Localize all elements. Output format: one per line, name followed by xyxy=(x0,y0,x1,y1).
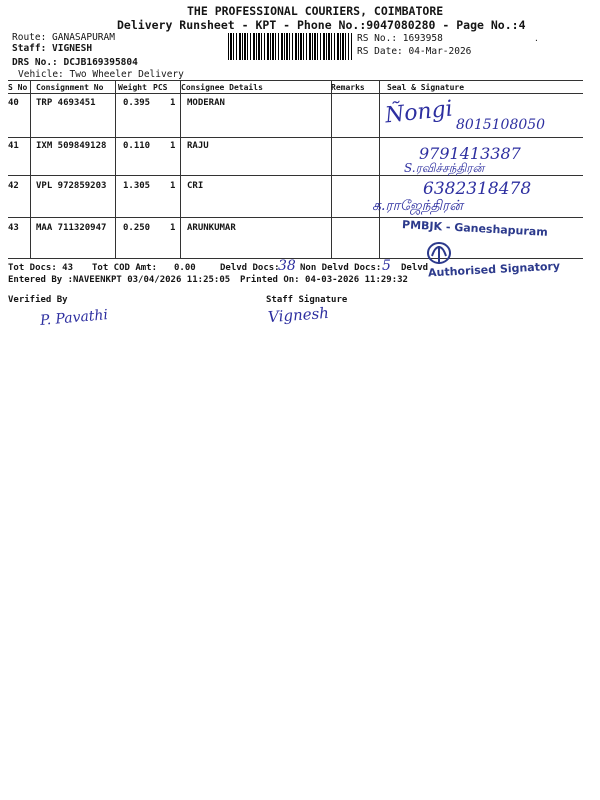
row-weight: 0.395 xyxy=(123,98,151,108)
non-delivered-label: Non Delvd Docs: xyxy=(300,263,382,273)
col-header-sno: S No xyxy=(8,83,28,92)
delivered-docs-label: Delvd Docs: xyxy=(220,263,280,273)
col-divider xyxy=(331,80,332,258)
route: Route: GANASAPURAM xyxy=(12,32,115,43)
rs-date: RS Date: 04-Mar-2026 xyxy=(357,46,472,57)
row-consignment: TRP 4693451 xyxy=(36,98,96,108)
row-sno: 43 xyxy=(8,223,19,233)
col-header-consignee: Consignee Details xyxy=(181,83,263,92)
entered-by: Entered By :NAVEENKPT 03/04/2026 11:25:05 xyxy=(8,275,231,285)
vehicle: Vehicle: Two Wheeler Delivery xyxy=(18,69,184,80)
non-delivered-value: 5 xyxy=(382,258,391,274)
staff-signature-label: Staff Signature xyxy=(266,295,348,305)
row-phone: 6382318478 xyxy=(423,179,532,199)
drs-number: DRS No.: DCJB169395804 xyxy=(12,57,138,68)
row-consignee: ARUNKUMAR xyxy=(187,223,236,233)
total-cod-value: 0.00 xyxy=(174,263,196,273)
row-consignee: CRI xyxy=(187,181,204,191)
row-weight: 0.110 xyxy=(123,141,151,151)
row-phone: 8015108050 xyxy=(456,117,546,133)
row-pcs: 1 xyxy=(170,98,176,108)
row-consignment: MAA 711320947 xyxy=(36,223,107,233)
mark-dot: . xyxy=(534,34,539,43)
staff-signature: Vignesh xyxy=(267,303,330,327)
stamp-office: PMBJK - Ganeshapuram xyxy=(401,218,549,239)
delivered-docs-value: 38 xyxy=(278,258,296,274)
row-consignment: VPL 972859203 xyxy=(36,181,107,191)
row-weight: 1.305 xyxy=(123,181,151,191)
row-consignee: RAJU xyxy=(187,141,209,151)
row-divider xyxy=(8,175,583,176)
row-sno: 42 xyxy=(8,181,19,191)
row-phone: 9791413387 xyxy=(419,144,521,163)
barcode xyxy=(228,33,352,60)
col-header-seal: Seal & Signature xyxy=(387,83,465,92)
stamp-emblem-icon xyxy=(424,240,454,268)
staff: Staff: VIGNESH xyxy=(12,43,93,54)
row-sno: 40 xyxy=(8,98,19,108)
row-signature: Ñongi xyxy=(383,96,454,129)
row-signature: S.ரவிச்சந்திரன் xyxy=(404,161,485,175)
col-divider xyxy=(180,80,181,258)
table-header-border xyxy=(8,93,583,94)
row-consignment: IXM 509849128 xyxy=(36,141,107,151)
company-name: THE PROFESSIONAL COURIERS, COIMBATORE xyxy=(187,4,444,18)
col-header-remarks: Remarks xyxy=(331,83,365,92)
row-pcs: 1 xyxy=(170,141,176,151)
row-sno: 41 xyxy=(8,141,19,151)
col-divider xyxy=(30,80,31,258)
row-consignee: MODERAN xyxy=(187,98,225,108)
col-divider xyxy=(115,80,116,258)
col-header-weight: Weight xyxy=(118,83,147,92)
row-pcs: 1 xyxy=(170,181,176,191)
total-cod-label: Tot COD Amt: xyxy=(92,263,158,273)
total-docs: Tot Docs: 43 xyxy=(8,263,74,273)
stamp-authorised: Authorised Signatory xyxy=(427,259,561,280)
row-divider xyxy=(8,217,583,218)
row-divider xyxy=(8,137,583,138)
verified-by-label: Verified By xyxy=(8,295,68,305)
verified-signature: P. Pavathi xyxy=(39,307,109,329)
printed-on: Printed On: 04-03-2026 11:29:32 xyxy=(240,275,408,285)
rs-number: RS No.: 1693958 xyxy=(357,33,443,44)
col-divider xyxy=(379,80,380,258)
col-header-consignment: Consignment No xyxy=(36,83,104,92)
row-pcs: 1 xyxy=(170,223,176,233)
row-signature: க.ராஜேந்திரன் xyxy=(372,198,463,214)
col-header-pcs: PCS xyxy=(153,83,168,92)
row-weight: 0.250 xyxy=(123,223,151,233)
runsheet-title: Delivery Runsheet - KPT - Phone No.:9047080280 - Page No.:4 xyxy=(117,18,526,32)
delivered-tail: Delvd xyxy=(401,263,429,273)
table-top-border xyxy=(8,80,583,81)
